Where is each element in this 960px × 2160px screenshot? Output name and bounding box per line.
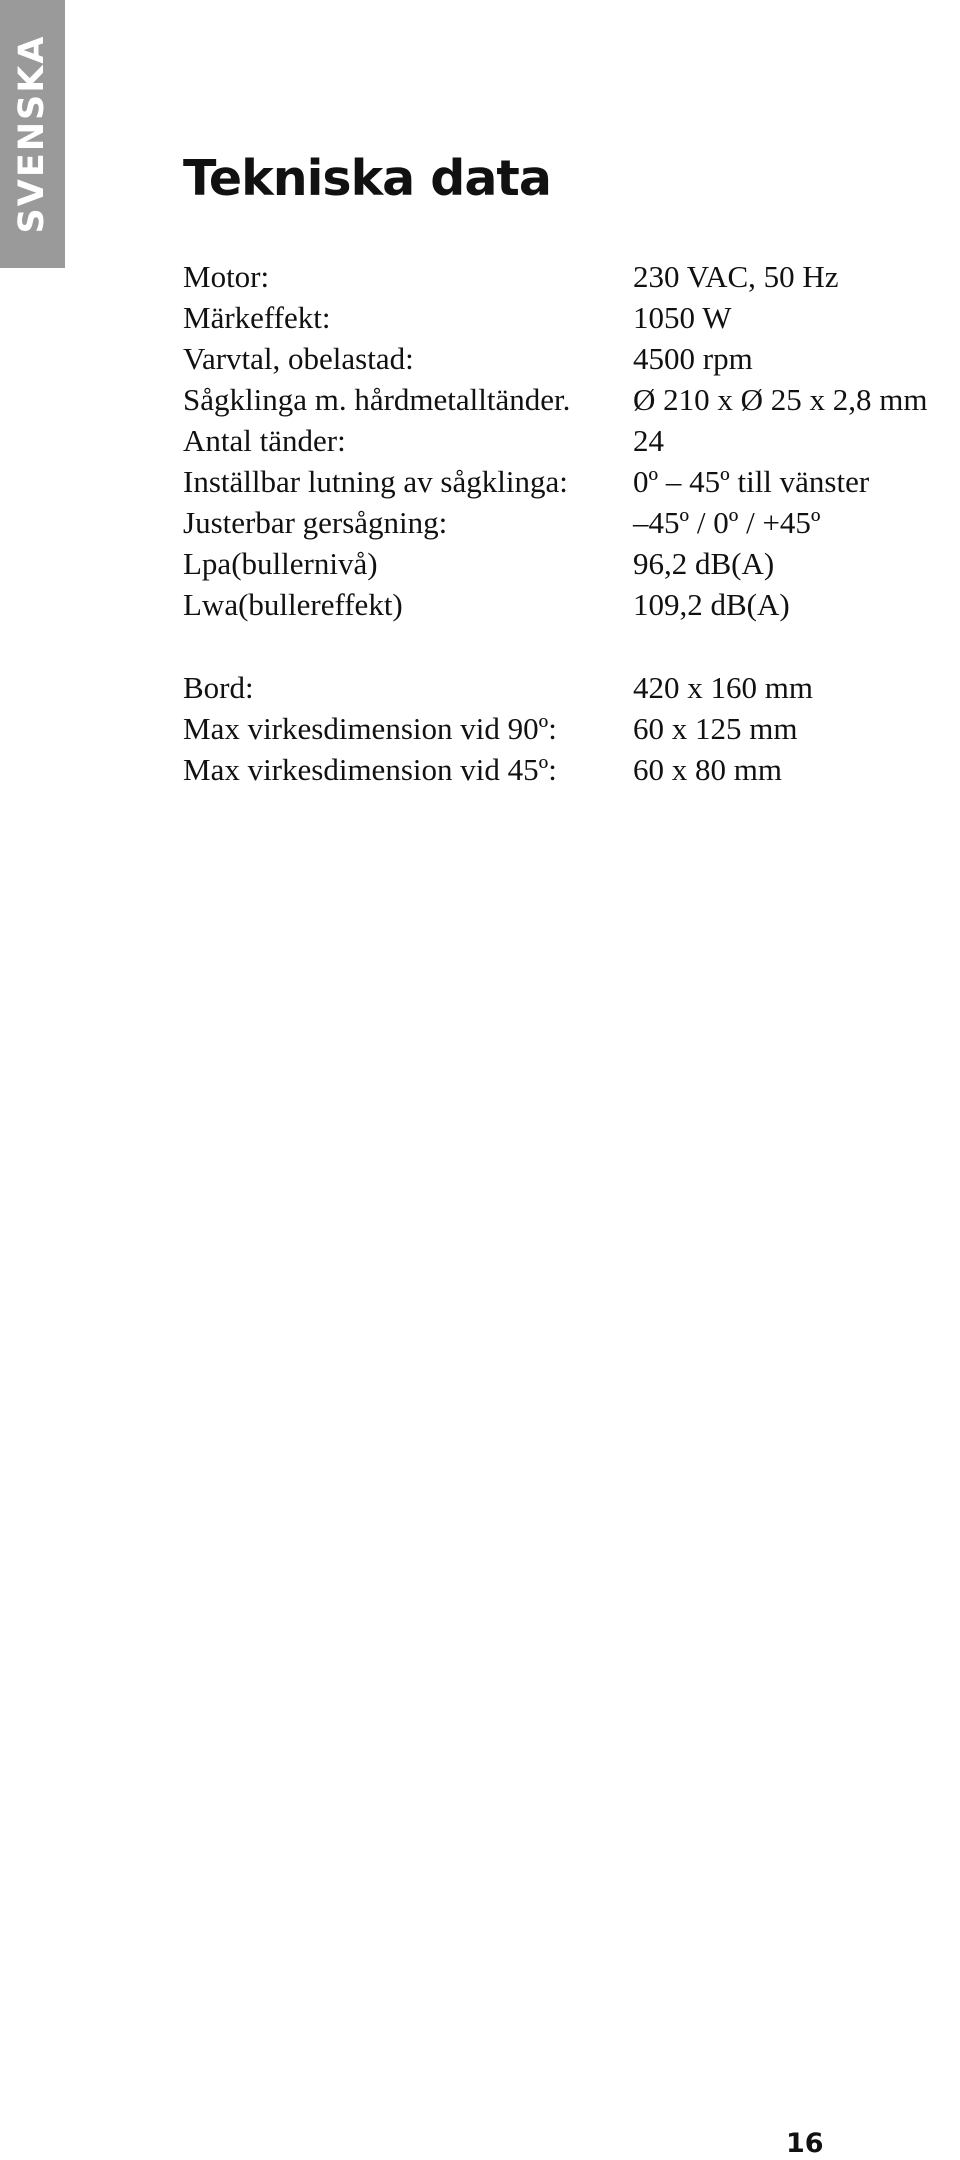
spec-value: Ø 210 x Ø 25 x 2,8 mm bbox=[633, 382, 928, 417]
spec-label: Max virkesdimension vid 90º: bbox=[183, 711, 557, 746]
spec-label: Bord: bbox=[183, 670, 254, 705]
language-tab bbox=[0, 0, 65, 268]
spec-row-sound-pressure bbox=[183, 543, 960, 584]
spec-list bbox=[183, 256, 960, 625]
spec-label: Max virkesdimension vid 45º: bbox=[183, 752, 557, 787]
spec-value: 109,2 dB(A) bbox=[633, 587, 790, 622]
spec-row-max-dimension-45 bbox=[183, 749, 960, 790]
spec-value: 60 x 80 mm bbox=[633, 752, 782, 787]
spec-label: Motor: bbox=[183, 259, 270, 294]
spec-value: 0º – 45º till vänster bbox=[633, 464, 870, 499]
spec-row-blade-tilt bbox=[183, 461, 960, 502]
page-title: Tekniska data bbox=[183, 150, 551, 207]
spec-label: Inställbar lutning av sågklinga: bbox=[183, 464, 568, 499]
spec-row-table bbox=[183, 667, 960, 708]
spec-row-motor bbox=[183, 256, 960, 297]
spec-label: Justerbar gersågning: bbox=[183, 505, 448, 540]
spec-label: Lpa(bullernivå) bbox=[183, 546, 378, 581]
spec-label: Lwa(bullereffekt) bbox=[183, 587, 403, 622]
page-number: 16 bbox=[786, 2128, 824, 2159]
spec-label: Antal tänder: bbox=[183, 423, 346, 458]
spec-value: 1050 W bbox=[633, 300, 732, 335]
spec-label: Sågklinga m. hårdmetalltänder. bbox=[183, 382, 571, 417]
spec-row-teeth-count bbox=[183, 420, 960, 461]
spec-row-no-load-speed bbox=[183, 338, 960, 379]
spec-value: 96,2 dB(A) bbox=[633, 546, 775, 581]
spec-value: 420 x 160 mm bbox=[633, 670, 813, 705]
spec-row-mitre-cut bbox=[183, 502, 960, 543]
spec-label: Varvtal, obelastad: bbox=[183, 341, 414, 376]
spec-value: 60 x 125 mm bbox=[633, 711, 798, 746]
spec-value: 4500 rpm bbox=[633, 341, 753, 376]
spec-row-rated-power bbox=[183, 297, 960, 338]
spec-row-saw-blade bbox=[183, 379, 960, 420]
table-spec-list bbox=[183, 667, 960, 790]
spec-value: –45º / 0º / +45º bbox=[633, 505, 821, 540]
spec-label: Märkeffekt: bbox=[183, 300, 331, 335]
language-tab-label: SVENSKA bbox=[12, 34, 52, 234]
spec-row-max-dimension-90 bbox=[183, 708, 960, 749]
spec-row-sound-power bbox=[183, 584, 960, 625]
spec-value: 230 VAC, 50 Hz bbox=[633, 259, 839, 294]
spec-value: 24 bbox=[633, 423, 664, 458]
